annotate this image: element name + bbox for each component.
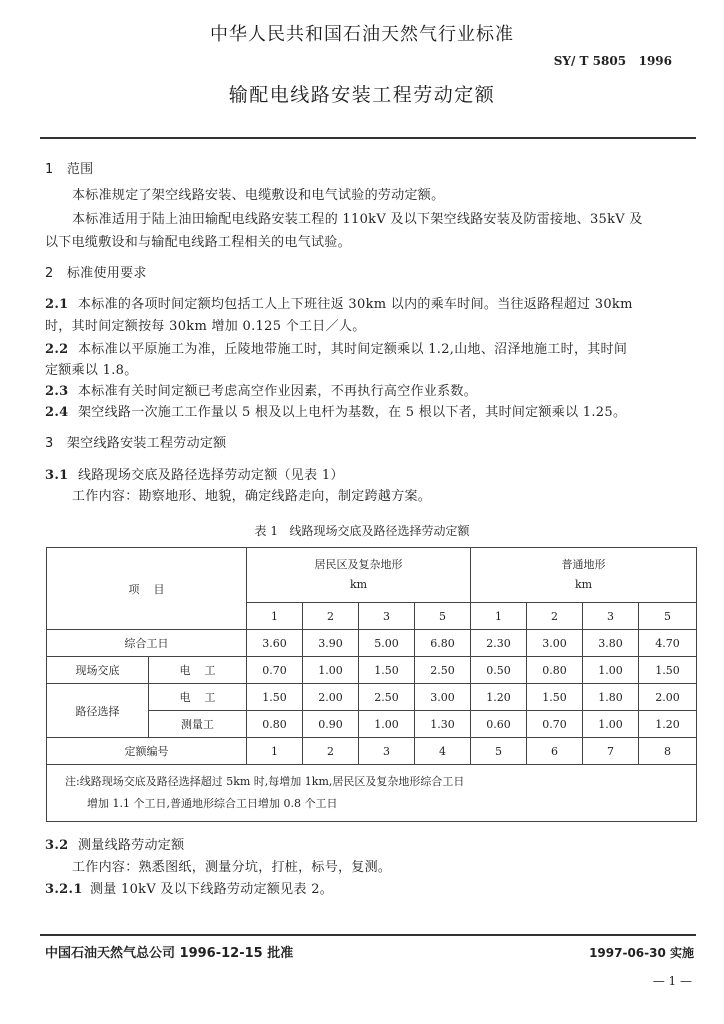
value-cell: 1.50 [247,684,303,711]
clause-2-3-number: 2.3 [45,384,69,399]
id-cell: 3 [359,738,415,765]
distance-cell: 1 [471,603,527,630]
id-cell: 1 [247,738,303,765]
section-2-heading: 2 标准使用要求 [45,266,147,281]
standard-code: SY/ T 5805 1996 [553,54,672,68]
table-row-site-briefing [47,657,697,684]
table-1-caption: 表 1 线路现场交底及路径选择劳动定额 [254,524,470,538]
value-cell: 0.70 [247,657,303,684]
table-1 [46,547,697,822]
value-cell: 3.80 [583,630,639,657]
table-note [47,765,697,822]
clause-2-2-line-1: 本标准以平原施工为准，丘陵地带施工时，其时间定额乘以 1.2,山地、沼泽地施工时，其时间 [78,342,628,357]
row-label: 定额编号 [47,738,247,765]
clause-2-2-number: 2.2 [45,342,69,357]
header-rule [40,137,696,139]
value-cell: 1.20 [639,711,697,738]
value-cell: 0.50 [471,657,527,684]
table-note-line-2: 增加 1.1 个工日,普通地形综合工日增加 0.8 个工日 [87,797,338,810]
distance-cell: 5 [415,603,471,630]
value-cell: 1.30 [415,711,471,738]
clause-3-1-work-content: 工作内容：勘察地形、地貌，确定线路走向，制定跨越方案。 [72,489,432,504]
value-cell: 3.00 [527,630,583,657]
group-ordinary-unit: km [574,578,593,591]
section-3-heading: 3 架空线路安装工程劳动定额 [45,436,227,451]
value-cell: 0.80 [527,657,583,684]
distance-cell: 2 [527,603,583,630]
value-cell: 6.80 [415,630,471,657]
value-cell: 0.70 [527,711,583,738]
value-cell: 1.00 [583,657,639,684]
value-cell: 3.60 [247,630,303,657]
clause-3-2-work-content: 工作内容：熟悉图纸，测量分坑，打桩，标号，复测。 [72,860,392,875]
distance-cell: 3 [359,603,415,630]
clause-2-4-text: 架空线路一次施工工作量以 5 根及以上电杆为基数，在 5 根以下者，其时间定额乘以 1.25。 [78,405,627,420]
item-header: 项 目 [47,548,247,630]
id-cell: 2 [303,738,359,765]
value-cell: 1.80 [583,684,639,711]
group-ordinary-header [471,548,697,603]
clause-3-2-1-number: 3.2.1 [45,882,83,897]
row-label: 现场交底 [47,657,149,684]
table-row-quota-ids [47,738,697,765]
page-number: — 1 — [652,974,692,988]
group-ordinary-name: 普通地形 [561,558,606,571]
value-cell: 1.50 [639,657,697,684]
standard-org-title: 中华人民共和国石油天然气行业标准 [210,24,514,45]
distance-cell: 2 [303,603,359,630]
section-1-heading: 1 范围 [45,162,94,177]
value-cell: 0.80 [247,711,303,738]
value-cell: 4.70 [639,630,697,657]
value-cell: 2.50 [415,657,471,684]
footer-rule [40,934,696,936]
value-cell: 2.00 [303,684,359,711]
value-cell: 1.50 [527,684,583,711]
table-row-total [47,630,697,657]
row-sublabel: 电 工 [149,684,247,711]
clause-3-2-1-text: 测量 10kV 及以下线路劳动定额见表 2。 [90,882,334,897]
value-cell: 3.90 [303,630,359,657]
group-residential-name: 居民区及复杂地形 [314,558,403,571]
clause-2-4-number: 2.4 [45,405,69,420]
value-cell: 1.20 [471,684,527,711]
distance-cell: 3 [583,603,639,630]
value-cell: 1.00 [583,711,639,738]
id-cell: 6 [527,738,583,765]
value-cell: 2.30 [471,630,527,657]
effective-date: 1997-06-30 实施 [589,946,694,960]
value-cell: 3.00 [415,684,471,711]
value-cell: 2.00 [639,684,697,711]
value-cell: 1.00 [303,657,359,684]
section-1-para-2-line-1: 本标准适用于陆上油田输配电线路安装工程的 110kV 及以下架空线路安装及防雷接地、35kV 及 [72,212,643,227]
value-cell: 2.50 [359,684,415,711]
row-label: 路径选择 [47,684,149,738]
group-residential-header [247,548,471,603]
id-cell: 7 [583,738,639,765]
clause-2-1-line-2: 时，其时间定额按每 30km 增加 0.125 个工日／人。 [45,319,366,334]
table-header-row [47,548,697,603]
clause-3-1-text: 线路现场交底及路径选择劳动定额（见表 1） [78,468,344,483]
clause-3-2-number: 3.2 [45,838,69,853]
clause-3-1-number: 3.1 [45,468,69,483]
row-sublabel: 测量工 [149,711,247,738]
table-note-row [47,765,697,822]
distance-cell: 5 [639,603,697,630]
distance-cell: 1 [247,603,303,630]
row-label: 综合工日 [47,630,247,657]
row-sublabel: 电 工 [149,657,247,684]
document-title: 输配电线路安装工程劳动定额 [228,84,496,106]
table-note-line-1: 注:线路现场交底及路径选择超过 5km 时,每增加 1km,居民区及复杂地形综合工日 [65,775,465,788]
id-cell: 4 [415,738,471,765]
section-1-para-1: 本标准规定了架空线路安装、电缆敷设和电气试验的劳动定额。 [72,188,445,203]
value-cell: 0.90 [303,711,359,738]
value-cell: 5.00 [359,630,415,657]
id-cell: 5 [471,738,527,765]
table-row-route-electrician [47,684,697,711]
clause-2-1-number: 2.1 [45,297,69,312]
group-residential-unit: km [349,578,368,591]
value-cell: 1.00 [359,711,415,738]
clause-2-2-line-2: 定额乘以 1.8。 [45,363,138,378]
id-cell: 8 [639,738,697,765]
value-cell: 0.60 [471,711,527,738]
value-cell: 1.50 [359,657,415,684]
clause-3-2-text: 测量线路劳动定额 [78,838,185,853]
section-1-para-2-line-2: 以下电缆敷设和与输配电线路工程相关的电气试验。 [45,235,351,250]
approval-line: 中国石油天然气总公司 1996-12-15 批准 [45,946,294,961]
clause-2-3-text: 本标准有关时间定额已考虑高空作业因素，不再执行高空作业系数。 [78,384,478,399]
clause-2-1-line-1: 本标准的各项时间定额均包括工人上下班往返 30km 以内的乘车时间。当往返路程超过 30km [78,297,633,312]
